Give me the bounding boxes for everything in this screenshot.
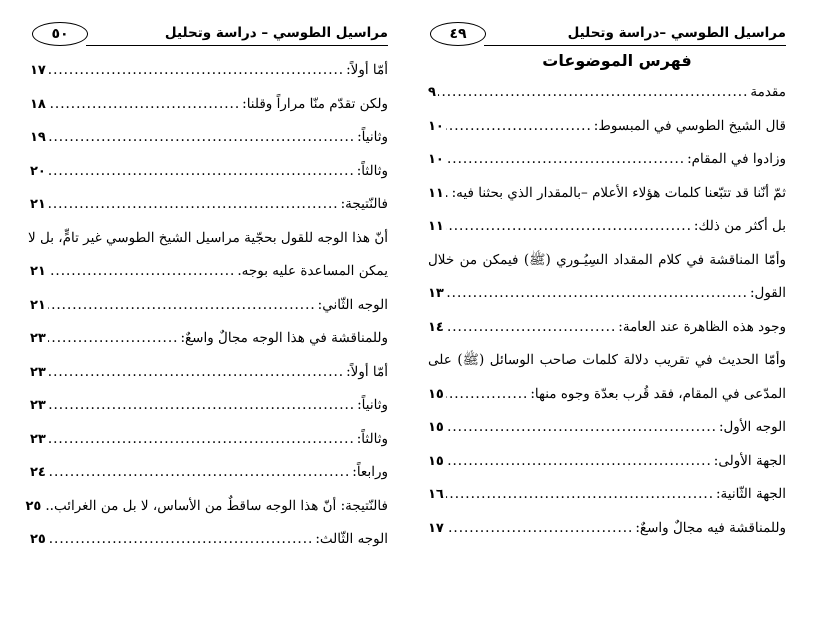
toc-entry-title: أمّا أولاً: [346, 363, 388, 380]
toc-entry [428, 445, 786, 479]
toc-entry [30, 188, 388, 222]
toc-entry-title: وللمناقشة فيه مجالٌ واسعٌ: [635, 519, 786, 536]
toc-entry-page: ٢٥ [25, 498, 42, 514]
leader-dots [48, 155, 355, 189]
right-page [428, 22, 786, 582]
toc-entry-page: ٢١ [30, 297, 46, 313]
toc-entry-page: ٩ [428, 85, 436, 100]
toc-entry-page: ٢٣ [30, 331, 46, 346]
toc-entry [428, 311, 786, 345]
toc-entry-page: ٢٣ [30, 364, 46, 380]
toc-entry [428, 277, 786, 311]
leader-dots [446, 311, 616, 345]
left-page [25, 22, 388, 582]
toc-entry-page: ١٣ [428, 286, 444, 301]
toc-heading: فهرس الموضوعات [542, 51, 692, 70]
toc-entry-title: بل أكثر من ذلك: [693, 218, 786, 234]
toc-entry-page: ١٦ [428, 487, 444, 502]
leader-dots [438, 76, 748, 110]
page-header [428, 22, 786, 48]
toc-entry-title: وزادوا في المقام: [687, 151, 786, 167]
toc-entry-page: ٢٤ [30, 465, 46, 480]
toc-entry-title: القول: [749, 285, 786, 301]
leader-dots [48, 322, 179, 356]
toc-entry-title: الوجه الثّاني: [317, 296, 388, 313]
leader-dots [446, 378, 528, 412]
toc-entry-title: وأمّا المناقشة في كلام المقداد السِيُـوري (ﷺ) فيمكن من خلال [428, 251, 786, 268]
toc-entry [428, 110, 786, 144]
leader-dots [48, 423, 355, 457]
leader-dots [446, 277, 748, 311]
toc-entry-title: المدّعى في المقام، فقد قُرب بعدّة وجوه منها: [530, 385, 786, 402]
toc-entry [30, 356, 388, 390]
toc-entry-title: قال الشيخ الطوسي في المبسوط: [593, 117, 786, 134]
toc-entry [30, 322, 388, 356]
leader-dots [446, 411, 717, 445]
leader-dots [446, 445, 712, 479]
toc-entry-title: وثانياً: [357, 397, 388, 413]
toc-entry-page: ١٨ [30, 96, 46, 112]
toc-entry-title: ثمّ أنّنا قد تتبّعنا كلمات هؤلاء الأعلام –بالمقدار الذي بحثنا فيه: [451, 184, 786, 201]
toc-entry-page: ١١ [428, 219, 444, 234]
toc-entry-title: الوجه الثّالث: [315, 531, 388, 547]
toc-entry [30, 523, 388, 557]
toc-entry [25, 490, 388, 524]
toc-entry-page: ٢٥ [30, 532, 46, 547]
leader-dots [446, 177, 450, 211]
toc-entry-title: الوجه الأول: [718, 419, 786, 435]
leader-dots [48, 456, 350, 490]
toc-entry-page: ١٧ [428, 520, 444, 536]
toc-entry-title: الجهة الأولى: [713, 452, 786, 469]
toc-entry [30, 121, 388, 155]
header-rule [86, 45, 388, 46]
toc-entry-title: الجهة الثّانية: [716, 486, 786, 502]
leader-dots [48, 523, 313, 557]
leader-dots [446, 512, 633, 546]
leader-dots [48, 389, 355, 423]
toc-entry-page: ١١ [428, 185, 444, 201]
toc-entry-title: يمكن المساعدة عليه بوجه. [237, 263, 388, 279]
leader-dots [446, 478, 714, 512]
toc-entry-page: ٢٣ [30, 431, 46, 447]
toc-entry-continued [428, 244, 786, 278]
toc-entry-page: ٢١ [30, 197, 46, 212]
leader-dots [446, 110, 592, 144]
toc-list [25, 54, 388, 557]
leader-dots [48, 88, 240, 122]
toc-entry-page: ١٩ [30, 130, 46, 145]
toc-entry [30, 88, 388, 122]
leader-dots [48, 356, 344, 390]
toc-entry-page: ١٠ [428, 118, 444, 134]
toc-entry [30, 289, 388, 323]
toc-entry [30, 155, 388, 189]
leader-dots [48, 188, 339, 222]
toc-entry-title: ورابعاً: [352, 464, 388, 480]
toc-entry-title: وجود هذه الظاهرة عند العامة: [618, 318, 786, 335]
toc-entry-continued [30, 222, 388, 256]
toc-entry-page: ١٥ [428, 386, 444, 402]
toc-entry-title: فالنّتيجة: [340, 196, 388, 212]
toc-entry-title: فالنّتيجة: أنّ هذا الوجه ساقطٌ من الأساس، لا بل من الغرائب.. [45, 497, 388, 514]
toc-entry [428, 378, 786, 412]
toc-entry-page: ١٤ [428, 319, 444, 335]
toc-entry-page: ١٥ [428, 420, 444, 435]
toc-entry-title: وأمّا الحديث في تقريب دلالة كلمات صاحب الوسائل (ﷺ) على [428, 352, 786, 368]
leader-dots [48, 54, 344, 88]
toc-entry-page: ٢١ [30, 264, 46, 279]
leader-dots [446, 210, 692, 244]
toc-entry-title: مقدمة [750, 84, 786, 100]
toc-entry-title: وللمناقشة في هذا الوجه مجالٌ واسعٌ: [180, 330, 388, 346]
toc-entry-page: ١٥ [428, 453, 444, 469]
running-title: مراسيل الطوسي –دراسة وتحليل [567, 25, 786, 41]
toc-entry [30, 54, 388, 88]
toc-entry [428, 512, 786, 546]
toc-entry-page: ١٧ [30, 63, 46, 78]
header-rule [484, 45, 786, 46]
toc-entry-title: ولكن تقدّم منّا مراراً وقلنا: [242, 95, 388, 112]
toc-entry-page: ٢٠ [30, 163, 46, 179]
toc-entry-title: وثالثاً: [356, 162, 388, 179]
page-number-oval: ٥٠ [32, 22, 88, 46]
toc-entry-title: وثانياً: [357, 129, 388, 145]
toc-entry [30, 255, 388, 289]
running-title: مراسيل الطوسي – دراسة وتحليل [164, 25, 388, 41]
toc-entry-title: أنّ هذا الوجه للقول بحجّية مراسيل الشيخ الطوسي غير تامٍّ، بل لا [28, 229, 388, 246]
leader-dots [48, 289, 316, 323]
leader-dots [446, 143, 685, 177]
toc-entry [428, 177, 786, 211]
toc-entry [428, 411, 786, 445]
leader-dots [48, 255, 235, 289]
toc-entry [30, 389, 388, 423]
toc-entry-continued [428, 344, 786, 378]
toc-entry-page: ١٠ [428, 152, 444, 167]
toc-list [428, 76, 786, 545]
toc-entry [30, 423, 388, 457]
toc-entry [428, 210, 786, 244]
toc-entry-page: ٢٣ [30, 398, 46, 413]
page-header [30, 22, 388, 48]
toc-entry-title: أمّا أولاً: [346, 62, 388, 78]
toc-entry [30, 456, 388, 490]
toc-entry [428, 478, 786, 512]
page-number-oval: ٤٩ [430, 22, 486, 46]
toc-entry [428, 76, 786, 110]
toc-entry-title: وثالثاً: [356, 430, 388, 447]
leader-dots [48, 121, 355, 155]
toc-entry [428, 143, 786, 177]
